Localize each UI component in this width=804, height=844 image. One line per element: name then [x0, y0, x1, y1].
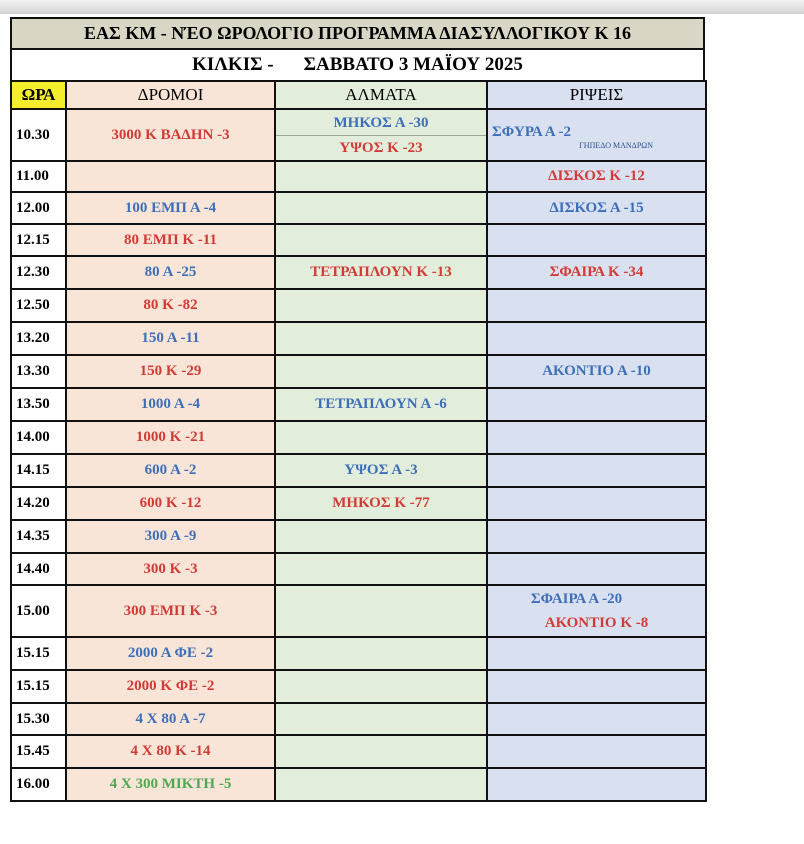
jump-event: ΤΕΤΡΑΠΛΟΥΝ Α -6	[275, 388, 487, 421]
jump-cell	[275, 109, 487, 161]
run-event: 80 ΕΜΠ Κ -11	[66, 224, 275, 256]
throw-event: ΣΦΑΙΡΑ Κ -34	[487, 256, 706, 289]
throw-event	[487, 289, 706, 322]
run-event: 4 Χ 300 ΜΙΚΤΗ -5	[66, 768, 275, 801]
jump-event	[275, 322, 487, 355]
jump-event	[275, 161, 487, 192]
table-row	[11, 322, 706, 355]
jump-event	[275, 355, 487, 388]
venue-note: ΓΗΠΕΔΟ ΜΑΝΔΡΩΝ	[579, 141, 653, 150]
jump-event: ΤΕΤΡΑΠΛΟΥΝ Κ -13	[275, 256, 487, 289]
jump-event	[275, 289, 487, 322]
table-row	[11, 224, 706, 256]
schedule-sheet	[10, 17, 705, 802]
jump-event	[275, 421, 487, 454]
time-cell: 14.15	[11, 454, 66, 487]
throw-event: ΣΦΑΙΡΑ Α -20	[530, 591, 623, 607]
table-row	[11, 487, 706, 520]
time-cell: 15.30	[11, 703, 66, 735]
throw-event	[487, 637, 706, 670]
time-cell: 10.30	[11, 109, 66, 161]
time-cell: 14.20	[11, 487, 66, 520]
throw-cell	[487, 109, 706, 161]
throw-event	[487, 670, 706, 703]
run-event: 150 Α -11	[66, 322, 275, 355]
throw-cell	[487, 585, 706, 637]
time-cell: 13.30	[11, 355, 66, 388]
throw-event	[487, 520, 706, 553]
time-cell: 12.50	[11, 289, 66, 322]
run-event: 1000 Κ -21	[66, 421, 275, 454]
jump-event	[275, 670, 487, 703]
jump-event	[275, 585, 487, 637]
window-top-bar	[0, 0, 804, 14]
jump-event	[275, 637, 487, 670]
run-event: 100 ΕΜΠ Α -4	[66, 192, 275, 224]
time-cell: 13.20	[11, 322, 66, 355]
jump-event	[275, 192, 487, 224]
throw-event	[487, 421, 706, 454]
throw-event: ΣΦΥΡΑ Α -2	[492, 124, 572, 140]
throw-event	[487, 735, 706, 768]
schedule-subtitle	[10, 48, 705, 80]
time-cell: 15.45	[11, 735, 66, 768]
time-cell: 14.35	[11, 520, 66, 553]
run-event: 300 Α -9	[66, 520, 275, 553]
col-header-runs: ΔΡΟΜΟΙ	[66, 81, 275, 109]
schedule-table	[10, 80, 707, 802]
throw-event	[487, 553, 706, 585]
throw-event: ΔΙΣΚΟΣ Α -15	[487, 192, 706, 224]
throw-event	[487, 224, 706, 256]
table-row	[11, 553, 706, 585]
header-row	[11, 81, 706, 109]
jump-event	[275, 553, 487, 585]
jump-event: ΜΗΚΟΣ Κ -77	[275, 487, 487, 520]
run-event: 150 Κ -29	[66, 355, 275, 388]
table-row	[11, 670, 706, 703]
run-event: 4 Χ 80 Κ -14	[66, 735, 275, 768]
table-row	[11, 703, 706, 735]
throw-event	[487, 703, 706, 735]
time-cell: 15.15	[11, 637, 66, 670]
table-row	[11, 388, 706, 421]
table-row	[11, 768, 706, 801]
run-event: 80 Κ -82	[66, 289, 275, 322]
throw-event: ΑΚΟΝΤΙΟ Κ -8	[544, 615, 649, 631]
table-row	[11, 109, 706, 161]
run-event: 80 Α -25	[66, 256, 275, 289]
throw-event	[487, 322, 706, 355]
time-cell: 12.15	[11, 224, 66, 256]
col-header-throws: ΡΙΨΕΙΣ	[487, 81, 706, 109]
run-event: 2000 Κ ΦΕ -2	[66, 670, 275, 703]
jump-event	[275, 735, 487, 768]
run-event: 1000 Α -4	[66, 388, 275, 421]
time-cell: 14.00	[11, 421, 66, 454]
table-row	[11, 454, 706, 487]
jump-event	[275, 520, 487, 553]
run-event: 600 Α -2	[66, 454, 275, 487]
table-row	[11, 355, 706, 388]
run-event	[66, 161, 275, 192]
run-event: 600 Κ -12	[66, 487, 275, 520]
table-row	[11, 421, 706, 454]
run-event: 300 ΕΜΠ Κ -3	[66, 585, 275, 637]
jump-event	[275, 224, 487, 256]
jump-event: ΜΗΚΟΣ Α -30	[333, 114, 429, 131]
time-cell: 15.00	[11, 585, 66, 637]
table-row	[11, 637, 706, 670]
schedule-title: ΕΑΣ ΚΜ - ΝΈΟ ΩΡΟΛΟΓΙΟ ΠΡΟΓΡΑΜΜΑ ΔΙΑΣΥΛΛΟΓΙΚΟΥ Κ 16	[10, 17, 705, 48]
time-cell: 12.00	[11, 192, 66, 224]
table-row	[11, 256, 706, 289]
run-event: 300 Κ -3	[66, 553, 275, 585]
time-cell: 12.30	[11, 256, 66, 289]
throw-event	[487, 388, 706, 421]
table-row	[11, 520, 706, 553]
time-cell: 15.15	[11, 670, 66, 703]
table-row	[11, 585, 706, 637]
jump-event	[275, 768, 487, 801]
throw-event: ΔΙΣΚΟΣ Κ -12	[487, 161, 706, 192]
time-cell: 11.00	[11, 161, 66, 192]
throw-event	[487, 768, 706, 801]
table-row	[11, 161, 706, 192]
run-event: 3000 Κ ΒΑΔΗΝ -3	[66, 109, 275, 161]
col-header-jumps: ΑΛΜΑΤΑ	[275, 81, 487, 109]
table-row	[11, 192, 706, 224]
schedule-location: ΚΙΛΚΙΣ -	[192, 54, 274, 75]
table-row	[11, 289, 706, 322]
jump-event	[275, 703, 487, 735]
throw-event	[487, 454, 706, 487]
throw-event: ΑΚΟΝΤΙΟ Α -10	[487, 355, 706, 388]
throw-event	[487, 487, 706, 520]
jump-event: ΥΨΟΣ Κ -23	[276, 135, 486, 160]
col-header-time: ΩΡΑ	[11, 81, 66, 109]
schedule-date: ΣΑΒΒΑΤΟ 3 ΜΑΪΟΥ 2025	[303, 54, 523, 75]
time-cell: 14.40	[11, 553, 66, 585]
jump-event: ΥΨΟΣ Α -3	[275, 454, 487, 487]
time-cell: 16.00	[11, 768, 66, 801]
table-row	[11, 735, 706, 768]
time-cell: 13.50	[11, 388, 66, 421]
run-event: 4 Χ 80 Α -7	[66, 703, 275, 735]
run-event: 2000 Α ΦΕ -2	[66, 637, 275, 670]
